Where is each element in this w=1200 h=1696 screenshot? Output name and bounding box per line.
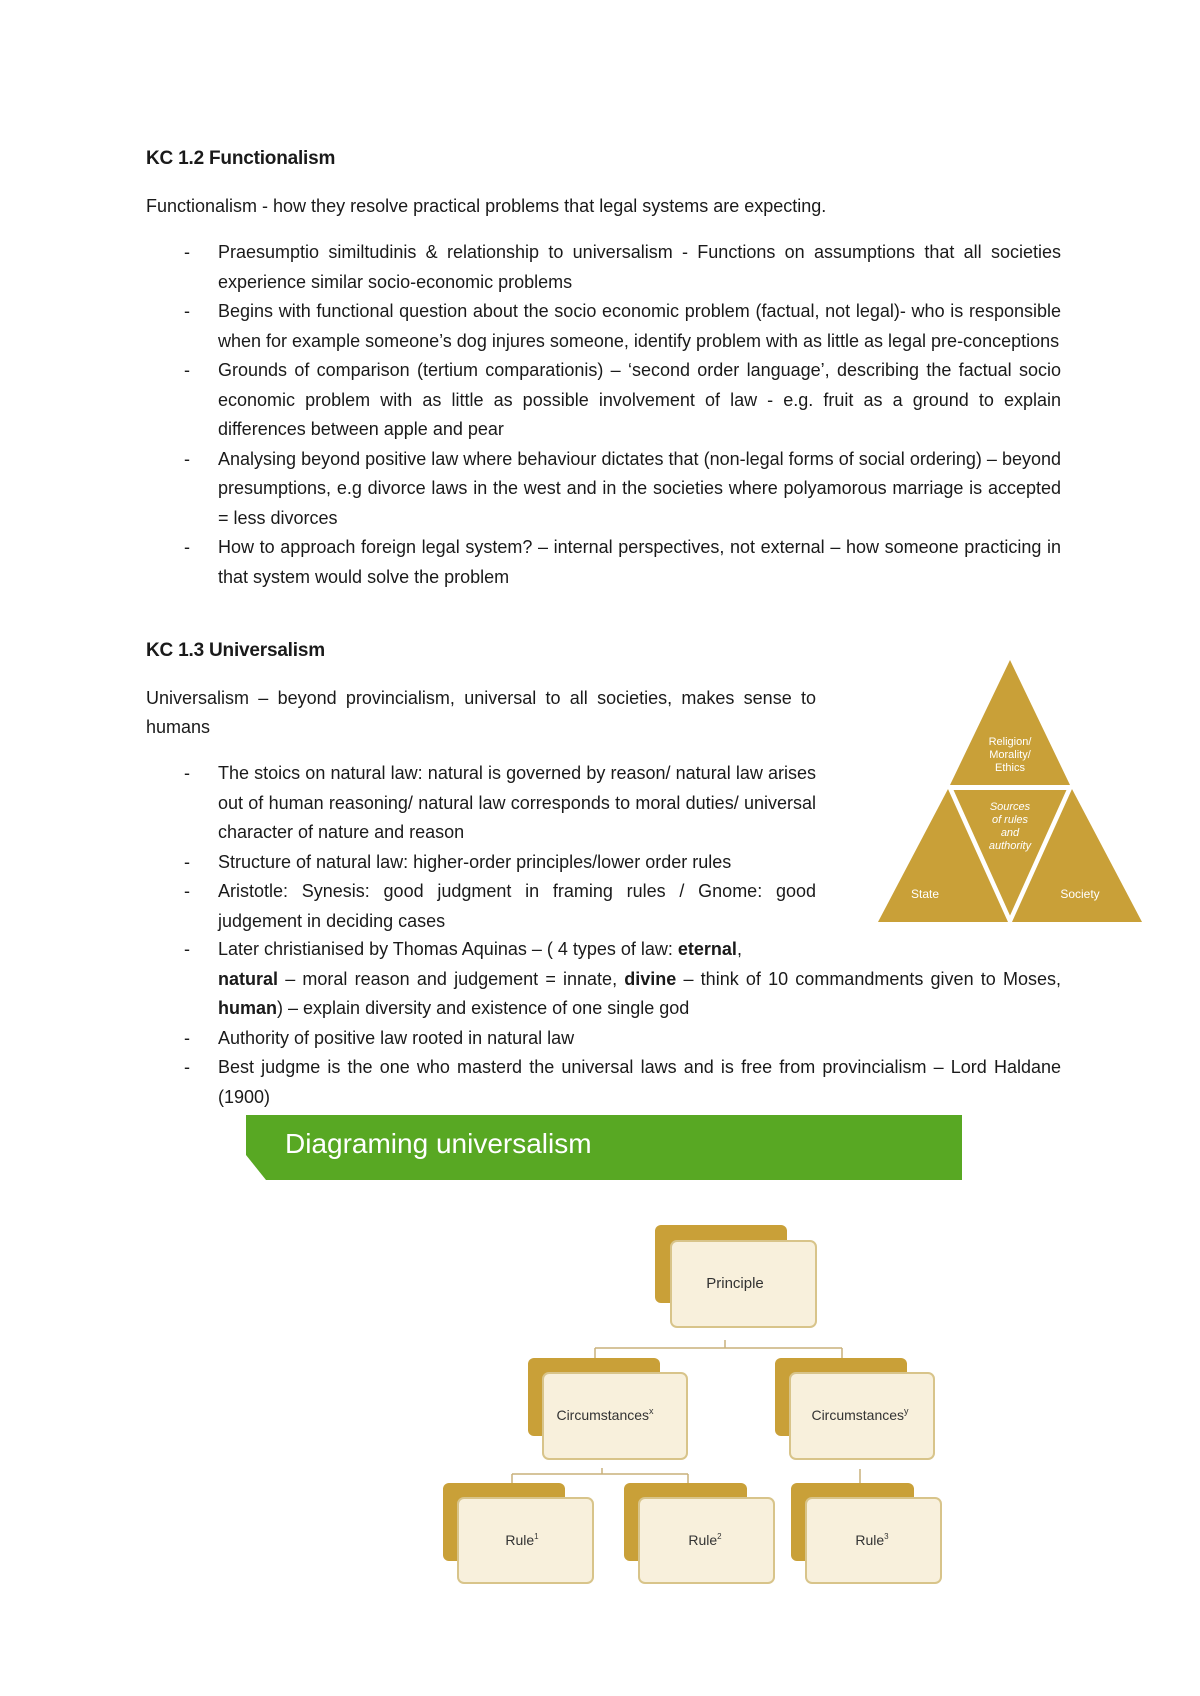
kc12-list	[146, 238, 1061, 592]
list-item: - Praesumptio similtudinis & relationship to universalism - Functions on assumptions that all societies experience similar socio-economic problems	[146, 238, 1061, 297]
triangle-center-line3: and	[1000, 827, 1020, 839]
aquinas-text-3: – think of 10 commandments given to Moses,	[676, 968, 1061, 989]
triangle-center-line4: authority	[988, 840, 1032, 852]
term-natural: natural	[218, 968, 279, 989]
aquinas-text-4: ) – explain diversity and existence of one single god	[277, 998, 690, 1018]
triangle-right-label: Society	[1060, 887, 1100, 901]
sources-triangle-figure	[870, 650, 1150, 930]
circumstances-y-label: Circumstances$^y$	[811, 1406, 909, 1423]
list-item: - Analysing beyond positive law where behaviour dictates that (non-legal forms of social ordering) – beyond presumptions, e.g divorce laws in the west and in the societies where polyamorous marriage is accepted = less divorces	[146, 445, 1061, 534]
aquinas-text-2: – moral reason and judgement = innate,	[278, 968, 625, 989]
triangle-top-line3: Ethics	[995, 762, 1025, 774]
kc13-list	[146, 759, 816, 936]
aquinas-comma: ,	[736, 939, 742, 959]
diagram-banner-title: Diagraming universalism	[285, 1128, 592, 1159]
rule2-label: Rule$^2$	[688, 1532, 722, 1548]
term-divine: divine	[624, 968, 677, 989]
triangle-center-line1: Sources	[989, 801, 1031, 813]
circumstances-x-label: Circumstances$^x$	[556, 1406, 654, 1423]
list-item: - Begins with functional question about the socio economic problem (factual, not legal)- who is responsible when for example someone’s dog injures someone, identify problem with as little as legal pre-conceptions	[146, 297, 1061, 356]
principle-label: Principle	[706, 1275, 764, 1292]
triangle-top-line1: Religion/	[988, 736, 1032, 748]
rule3-label: Rule$^3$	[855, 1532, 889, 1548]
list-item-aquinas	[146, 935, 1061, 1024]
list-item: - Best judgme is the one who masterd the universal laws and is free from provincialism – Lord Haldane (1900)	[146, 1053, 1061, 1112]
list-item: - Authority of positive law rooted in natural law	[146, 1024, 1061, 1054]
term-human: human	[218, 998, 278, 1018]
list-item: - Aristotle: Synesis: good judgment in framing rules / Gnome: good judgement in deciding cases	[146, 877, 816, 936]
kc13-list-continued	[146, 935, 1061, 1112]
triangle-center-line2: of rules	[991, 814, 1029, 826]
triangle-top-line2: Morality/	[989, 749, 1031, 761]
triangle-left-label: State	[910, 887, 940, 901]
kc12-intro: Functionalism - how they resolve practical problems that legal systems are expecting.	[146, 196, 827, 216]
term-eternal: eternal	[677, 939, 737, 959]
heading-kc12: KC 1.2 Functionalism	[146, 148, 336, 169]
aquinas-text-1: Later christianised by Thomas Aquinas – ( 4 types of law:	[218, 939, 678, 959]
kc13-intro: Universalism – beyond provincialism, universal to all societies, makes sense to humans	[146, 688, 816, 737]
list-item: - How to approach foreign legal system? – internal perspectives, not external – how someone practicing in that system would solve the problem	[146, 533, 1061, 592]
list-item: - Grounds of comparison (tertium comparationis) – ‘second order language’, describing the factual socio economic problem with as little as possible involvement of law - e.g. fruit as a ground to explain differences between apple and pear	[146, 356, 1061, 445]
list-item: - The stoics on natural law: natural is governed by reason/ natural law arises out of human reasoning/ natural law corresponds to moral duties/ universal character of nature and reason	[146, 759, 816, 848]
list-item: - Structure of natural law: higher-order principles/lower order rules	[146, 848, 816, 878]
heading-kc13: KC 1.3 Universalism	[146, 640, 325, 661]
diagraming-universalism-figure	[230, 1115, 970, 1595]
rule1-label: Rule$^1$	[505, 1532, 539, 1548]
